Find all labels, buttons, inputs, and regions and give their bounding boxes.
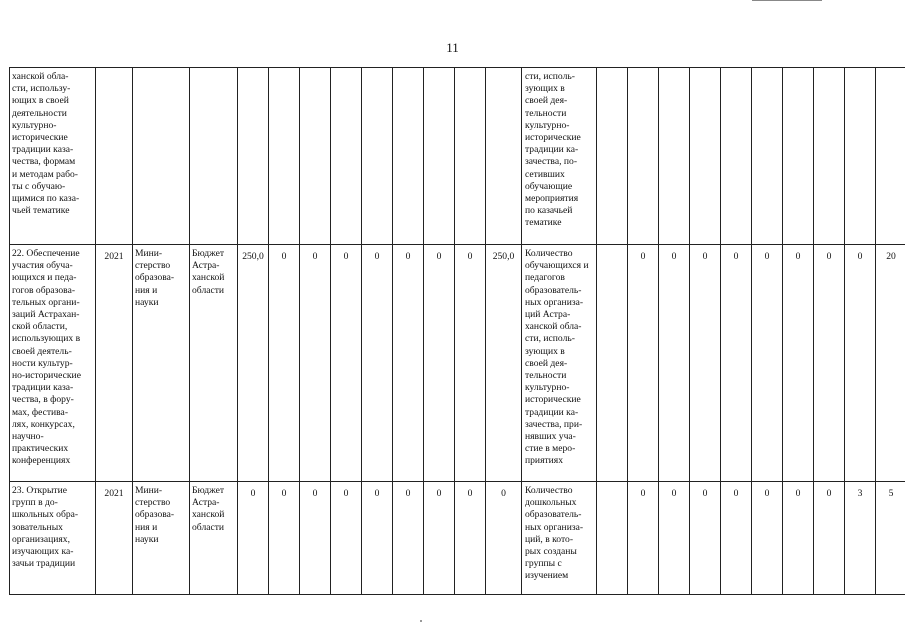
target-cell: 0 [752,482,783,595]
target-cell: 0 [721,482,752,595]
target-cell: 0 [690,245,721,482]
funding-total-cell: 0 [486,482,522,595]
target-cell [690,68,721,245]
funding-cell: 0 [300,245,331,482]
measure-name: ханской обла- сти, использу- ющих в своей деятельности культурно- исторические традиции каза- чества, формам и методам рабо- ты с обучаю- щимися по каза- чьей тематике [10,68,96,245]
target-cell [814,68,845,245]
indicator-cell: Количество дошкольных образователь- ных организа- ций, в кото- рых созданы группы с изучением [522,482,597,595]
target-cell [752,68,783,245]
target-cell: 0 [659,482,690,595]
funding-cell: 0 [455,482,486,595]
funding-cell [269,68,300,245]
target-cell [876,68,905,245]
target-cell [783,68,814,245]
page-number: 11 [446,40,459,55]
table-row [10,68,905,245]
target-cell: 0 [814,482,845,595]
funding-cell: 0 [269,482,300,595]
funding-cell: 0 [424,482,455,595]
year-cell [96,68,133,245]
indicator-cell: сти, исполь- зующих в своей дея- тельности культурно- исторические традиции ка- зачества, по- сетивших обучающие мероприятия по казачьей тематике [522,68,597,245]
funding-total-cell: 250,0 [486,245,522,482]
target-cell [628,68,659,245]
funding-cell [455,68,486,245]
executor-cell: Мини- стерство образова- ния и науки [133,245,190,482]
funding-cell: 0 [238,482,269,595]
funding-cell [331,68,362,245]
source-cell: Бюджет Астра- ханской области [190,245,238,482]
year-cell: 2021 [96,482,133,595]
target-cell [597,245,628,482]
funding-cell: 0 [269,245,300,482]
table-row [10,245,905,482]
source-cell: Бюджет Астра- ханской области [190,482,238,595]
funding-cell [362,68,393,245]
funding-cell [393,68,424,245]
target-cell [659,68,690,245]
funding-cell: 0 [331,482,362,595]
target-cell: 20 [876,245,905,482]
target-cell [721,68,752,245]
funding-cell [300,68,331,245]
target-cell: 0 [783,482,814,595]
scan-speck [420,620,422,622]
target-cell: 3 [845,482,876,595]
table-row [10,482,905,595]
executor-cell: Мини- стерство образова- ния и науки [133,482,190,595]
funding-cell: 0 [424,245,455,482]
target-cell: 0 [814,245,845,482]
funding-cell [424,68,455,245]
target-cell [597,68,628,245]
funding-cell: 250,0 [238,245,269,482]
target-cell [597,482,628,595]
source-cell [190,68,238,245]
target-cell: 5 [876,482,905,595]
funding-cell: 0 [393,482,424,595]
measure-name: 23. Открытие групп в до- школьных обра- зовательных организациях, изучающих ка- зачьи традиции [10,482,96,595]
funding-cell: 0 [362,245,393,482]
target-cell: 0 [628,482,659,595]
executor-cell [133,68,190,245]
funding-cell: 0 [362,482,393,595]
indicator-cell: Количество обучающихся и педагогов образователь- ных организа- ций Астра- ханской обла- сти, исполь- зующих в своей дея- тельности культурно- исторические традиции ка- зачества, при- нявших уча- стие в меро- приятиях [522,245,597,482]
funding-cell: 0 [455,245,486,482]
target-cell: 0 [783,245,814,482]
measure-name: 22. Обеспечение участия обуча- ющихся и педа- гогов образова- тельных органи- заций Астрахан- ской области, использующих в своей деятель- ности культур- но-исторические традиции каза- чества, в фору- мах, фестива- лях, конкурсах, научно- практических конференциях [10,245,96,482]
funding-cell: 0 [331,245,362,482]
funding-cell: 0 [300,482,331,595]
target-cell: 0 [628,245,659,482]
year-cell: 2021 [96,245,133,482]
target-cell: 0 [752,245,783,482]
funding-cell: 0 [393,245,424,482]
funding-cell [238,68,269,245]
top-rule [752,0,822,1]
target-cell: 0 [659,245,690,482]
target-cell: 0 [690,482,721,595]
target-cell: 0 [721,245,752,482]
program-table [9,67,905,595]
funding-total-cell [486,68,522,245]
target-cell [845,68,876,245]
target-cell: 0 [845,245,876,482]
